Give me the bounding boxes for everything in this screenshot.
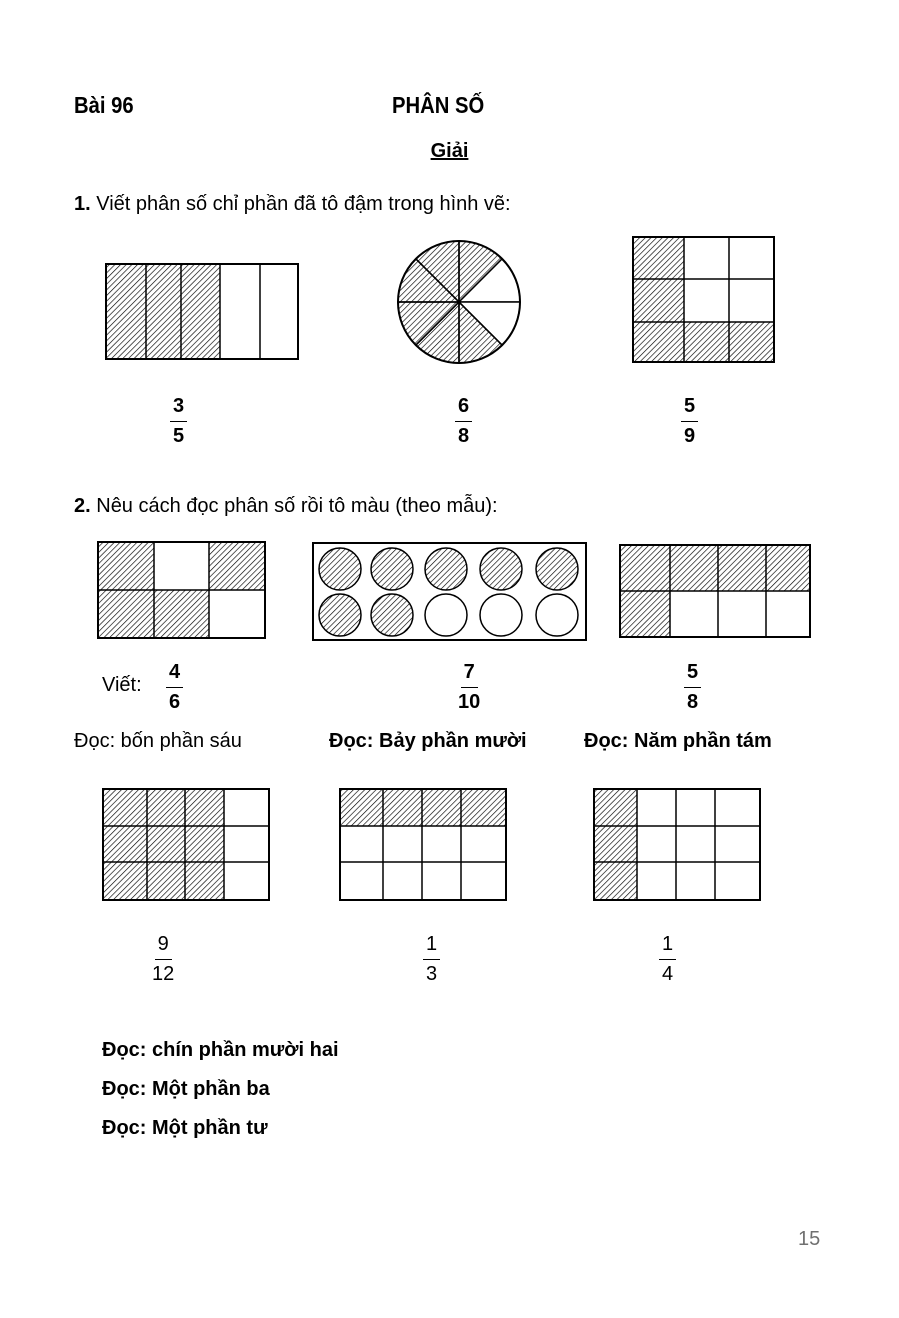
ex2-row2-answer-1	[152, 932, 174, 987]
solution-heading: Giải	[430, 140, 469, 162]
denominator: 3	[426, 963, 438, 985]
exercise-1-instruction: Viết phân số chỉ phần đã tô đậm trong hình vẽ:	[96, 193, 511, 215]
denominator: 12	[152, 963, 175, 985]
ex2-row1-answer-2	[458, 660, 480, 715]
denominator: 8	[458, 425, 470, 447]
denominator: 4	[662, 963, 674, 985]
ex1-answer-2	[455, 394, 472, 449]
page-number: 15	[798, 1228, 821, 1250]
exercise-2-number: 2.	[74, 495, 91, 517]
ex2-figure-grid-4-of-6	[98, 542, 265, 638]
numerator: 9	[155, 932, 172, 960]
ex1-figure-bars-3-of-5	[106, 264, 298, 359]
exercise-1-number: 1.	[74, 193, 91, 215]
ex2-row2-read-1: Đọc: chín phần mười hai	[102, 1039, 339, 1061]
ex1-answer-3	[681, 394, 698, 449]
exercise-2-instruction: Nêu cách đọc phân số rồi tô màu (theo mẫu):	[90, 495, 498, 517]
ex2-row1-read-1: Đọc: bốn phần sáu	[74, 730, 242, 752]
ex1-figure-grid-5-of-9	[633, 237, 774, 362]
numerator: 1	[423, 932, 440, 960]
ex2-row2-answer-3	[659, 932, 676, 987]
exercise-2-prompt	[74, 495, 498, 518]
ex2-figure-grid-5-of-8	[620, 545, 810, 637]
denominator: 9	[684, 425, 696, 447]
numerator: 7	[461, 660, 478, 688]
ex2-row1-read-2: Đọc: Bảy phần mười	[329, 730, 527, 752]
denominator: 5	[173, 425, 185, 447]
ex1-figure-circle-6-of-8	[398, 241, 520, 363]
denominator: 10	[458, 691, 481, 713]
page-title: PHÂN SỐ	[392, 92, 485, 118]
ex2-row2-answer-2	[423, 932, 440, 987]
ex1-answer-1	[170, 394, 187, 449]
ex2-row2-read-3: Đọc: Một phần tư	[102, 1117, 268, 1139]
ex2-row1-answer-1	[166, 660, 183, 715]
denominator: 8	[687, 691, 699, 713]
denominator: 6	[169, 691, 181, 713]
numerator: 5	[684, 660, 701, 688]
ex2-row2-read-2: Đọc: Một phần ba	[102, 1078, 270, 1100]
numerator: 3	[170, 394, 187, 422]
lesson-number: Bài 96	[74, 92, 134, 118]
numerator: 1	[659, 932, 676, 960]
numerator: 5	[681, 394, 698, 422]
ex2-row1-read-3: Đọc: Năm phần tám	[584, 730, 772, 752]
ex2-figure-grid-1-of-3	[340, 789, 506, 900]
numerator: 6	[455, 394, 472, 422]
ex2-figure-grid-9-of-12	[103, 789, 269, 900]
ex2-figure-grid-1-of-4	[594, 789, 760, 900]
ex2-row1-answer-3	[684, 660, 701, 715]
ex2-figure-circles-7-of-10	[313, 543, 586, 640]
numerator: 4	[166, 660, 183, 688]
write-label: Viết:	[102, 674, 142, 696]
